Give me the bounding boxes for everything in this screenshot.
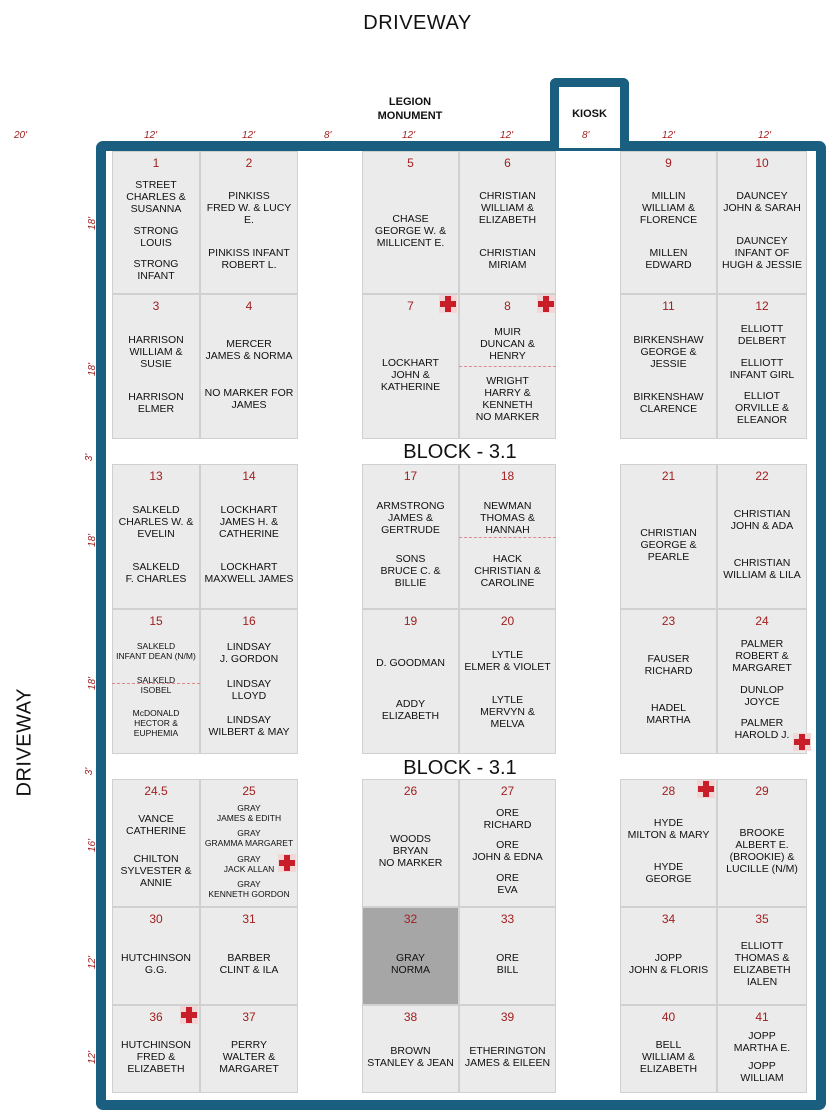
- interment-name: BIRKENSHAW CLARENCE: [633, 391, 704, 415]
- interment-name: GRAY JACK ALLAN: [223, 853, 275, 874]
- plot-number: 23: [661, 614, 676, 628]
- plot-number: 8: [504, 299, 511, 313]
- plot-names: [623, 1024, 714, 1090]
- interment-name: MUIR DUNCAN & HENRY: [480, 326, 535, 362]
- plot-names: [115, 798, 197, 904]
- plot-number: 9: [665, 156, 672, 170]
- plot-names: [623, 926, 714, 1002]
- plot-number: 30: [149, 912, 163, 926]
- plot-names: [203, 926, 295, 1002]
- interment-name: PALMER ROBERT & MARGARET: [732, 637, 792, 674]
- interment-name: ORE BILL: [496, 952, 519, 976]
- plot-number: 24.5: [144, 784, 168, 798]
- interment-name: NEWMAN THOMAS & HANNAH: [480, 500, 535, 536]
- plot-4[interactable]: [200, 294, 298, 439]
- plot-names: [365, 926, 456, 1002]
- plot-names: [720, 1024, 804, 1090]
- plot-31[interactable]: [200, 907, 298, 1005]
- cross-marker-icon: [278, 854, 296, 872]
- interment-name: ORE RICHARD: [483, 806, 532, 831]
- plot-33[interactable]: [459, 907, 556, 1005]
- interment-name: DAUNCEY JOHN & SARAH: [723, 190, 801, 215]
- plot-25[interactable]: [200, 779, 298, 907]
- plot-number: 35: [755, 912, 769, 926]
- plot-names: [365, 170, 456, 291]
- plot-names: [203, 313, 295, 436]
- plot-number: 40: [661, 1010, 676, 1024]
- plot-1[interactable]: [112, 151, 200, 294]
- interment-name: GRAY GRAMMA MARGARET: [204, 828, 294, 849]
- interment-name: SALKELD INFANT DEAN (N/M): [116, 641, 196, 662]
- plot-number: 12: [755, 299, 769, 313]
- interment-name: CHRISTIAN WILLIAM & LILA: [723, 557, 801, 581]
- cross-marker-icon: [180, 1006, 198, 1024]
- interment-name: STRONG LOUIS: [133, 224, 179, 249]
- interment-name: GRAY NORMA: [390, 952, 431, 976]
- plot-16[interactable]: [200, 609, 298, 754]
- interment-name: BELL WILLIAM & ELIZABETH: [639, 1039, 698, 1075]
- dimension-label: 12': [402, 130, 416, 141]
- plot-names: [720, 798, 804, 904]
- plot-names: [623, 628, 714, 751]
- plot-number: 11: [662, 299, 675, 313]
- interment-name: ORE JOHN & EDNA: [472, 839, 543, 863]
- interment-name: CHASE GEORGE W. & MILLICENT E.: [374, 212, 447, 249]
- interment-name: LINDSAY WILBERT & MAY: [208, 714, 290, 739]
- interment-name: HUTCHINSON G.G.: [121, 952, 191, 976]
- interment-name: PALMER HAROLD J.: [734, 717, 790, 742]
- interment-name: SALKELD CHARLES W. & EVELIN: [118, 504, 194, 540]
- plot-number: 4: [245, 299, 253, 313]
- interment-name: JOPP JOHN & FLORIS: [628, 952, 709, 976]
- interment-name: DAUNCEY INFANT OF HUGH & JESSIE: [722, 234, 802, 271]
- interment-name: JOPP MARTHA E.: [733, 1030, 791, 1054]
- dimension-label: 18': [87, 533, 99, 548]
- interment-name: CHRISTIAN MIRIAM: [479, 246, 536, 271]
- plot-number: 29: [755, 784, 769, 798]
- plot-14[interactable]: [200, 464, 298, 609]
- cross-marker-icon: [697, 780, 715, 798]
- plot-3[interactable]: [112, 294, 200, 439]
- interment-name: LYTLE ELMER & VIOLET: [464, 649, 551, 673]
- plot-names: [623, 483, 714, 606]
- interment-name: BROWN STANLEY & JEAN: [367, 1045, 454, 1069]
- plot-names: [365, 1024, 456, 1090]
- plot-names: [462, 1024, 553, 1090]
- plot-number: 37: [242, 1010, 256, 1024]
- plot-26[interactable]: [362, 779, 459, 907]
- plot-11[interactable]: [620, 294, 717, 439]
- plot-names: [203, 483, 295, 606]
- interment-name: STREET CHARLES & SUSANNA: [126, 179, 186, 216]
- plot-names: [720, 483, 804, 606]
- plot-9[interactable]: [620, 151, 717, 294]
- legion-monument-label: LEGION MONUMENT: [377, 96, 443, 122]
- plot-32[interactable]: [362, 907, 459, 1005]
- interment-name: WRIGHT HARRY & KENNETH NO MARKER: [475, 375, 540, 423]
- interment-name: NO MARKER FOR JAMES: [204, 387, 294, 411]
- interment-name: CHRISTIAN GEORGE & PEARLE: [640, 526, 697, 563]
- plot-number: 7: [407, 299, 414, 313]
- plot-29[interactable]: [717, 779, 807, 907]
- interment-name: LOCKHART MAXWELL JAMES: [204, 561, 294, 585]
- dimension-label: 12': [662, 130, 676, 141]
- interment-name: PINKISS INFANT ROBERT L.: [208, 246, 290, 271]
- plot-names: [203, 170, 295, 291]
- plot-divider: [459, 537, 556, 538]
- interment-name: ARMSTRONG JAMES & GERTRUDE: [376, 500, 445, 536]
- plot-names: [115, 926, 197, 1002]
- interment-name: LYTLE MERVYN & MELVA: [480, 694, 535, 730]
- interment-name: SALKELD ISOBEL: [136, 674, 176, 695]
- plot-names: [720, 313, 804, 436]
- interment-name: WOODS BRYAN NO MARKER: [378, 833, 443, 869]
- plot-number: 32: [403, 912, 418, 926]
- plot-names: [203, 628, 295, 751]
- plot-names: [720, 926, 804, 1002]
- dimension-label: 18': [87, 362, 99, 377]
- plot-names: [365, 483, 456, 606]
- plot-names: [462, 313, 553, 436]
- plot-names: [462, 483, 553, 606]
- block-label-lower: BLOCK - 3.1: [403, 757, 517, 779]
- plot-names: [115, 628, 197, 751]
- plot-12[interactable]: [717, 294, 807, 439]
- interment-name: ELLIOT ORVILLE & ELEANOR: [734, 390, 790, 427]
- plot-number: 41: [755, 1010, 769, 1024]
- interment-name: FAUSER RICHARD: [644, 653, 693, 677]
- plot-names: [115, 313, 197, 436]
- interment-name: HACK CHRISTIAN & CAROLINE: [474, 553, 541, 589]
- plot-number: 39: [500, 1010, 515, 1024]
- plot-30[interactable]: [112, 907, 200, 1005]
- interment-name: LINDSAY LLOYD: [226, 677, 272, 702]
- plot-number: 31: [242, 912, 256, 926]
- plot-number: 18: [500, 469, 515, 483]
- cross-marker-icon: [439, 295, 457, 313]
- plot-27[interactable]: [459, 779, 556, 907]
- plot-41[interactable]: [717, 1005, 807, 1093]
- plot-number: 14: [242, 469, 256, 483]
- plot-number: 2: [245, 156, 253, 170]
- plot-number: 33: [500, 912, 515, 926]
- interment-name: STRONG INFANT: [133, 257, 179, 282]
- driveway-top-label: DRIVEWAY: [363, 12, 472, 34]
- plot-number: 25: [242, 784, 256, 798]
- interment-name: HYDE GEORGE: [645, 860, 692, 885]
- plot-28[interactable]: [620, 779, 717, 907]
- plot-names: [365, 628, 456, 751]
- plot-7[interactable]: [362, 294, 459, 439]
- interment-name: JOPP WILLIAM: [740, 1060, 784, 1084]
- plot-number: 26: [403, 784, 418, 798]
- dimension-label: 12': [87, 1050, 99, 1065]
- dimension-label: 8': [324, 130, 332, 141]
- plot-names: [365, 313, 456, 436]
- dimension-label: 20': [14, 130, 28, 141]
- plot-number: 38: [403, 1010, 418, 1024]
- interment-name: CHILTON SYLVESTER & ANNIE: [120, 852, 192, 889]
- plot-17[interactable]: [362, 464, 459, 609]
- interment-name: CHRISTIAN WILLIAM & ELIZABETH: [478, 190, 537, 227]
- plot-number: 16: [242, 614, 256, 628]
- dimension-label: 8': [582, 130, 590, 141]
- plot-13[interactable]: [112, 464, 200, 609]
- plot-number: 28: [661, 784, 676, 798]
- plot-number: 21: [661, 469, 676, 483]
- plot-22[interactable]: [717, 464, 807, 609]
- kiosk-label: KIOSK: [572, 108, 607, 120]
- dimension-label: 12': [87, 955, 99, 970]
- interment-name: DUNLOP JOYCE: [740, 683, 784, 708]
- interment-name: GRAY JAMES & EDITH: [216, 803, 282, 824]
- plot-38[interactable]: [362, 1005, 459, 1093]
- interment-name: D. GOODMAN: [376, 657, 445, 669]
- plot-number: 5: [407, 156, 414, 170]
- plot-number: 19: [403, 614, 418, 628]
- plot-number: 22: [755, 469, 769, 483]
- interment-name: MILLEN EDWARD: [645, 246, 692, 271]
- cross-marker-icon: [537, 295, 555, 313]
- dimension-label: 3': [84, 767, 96, 776]
- plot-number: 27: [500, 784, 515, 798]
- interment-name: SONS BRUCE C. & BILLIE: [380, 553, 441, 589]
- dimension-label: 12': [144, 130, 158, 141]
- plot-names: [623, 170, 714, 291]
- plot-number: 10: [755, 156, 769, 170]
- interment-name: HUTCHINSON FRED & ELIZABETH: [121, 1039, 191, 1075]
- interment-name: ELLIOTT INFANT GIRL: [729, 356, 795, 381]
- plot-15[interactable]: [112, 609, 200, 754]
- interment-name: LINDSAY J. GORDON: [219, 640, 279, 665]
- plot-names: [720, 170, 804, 291]
- driveway-left-label: DRIVEWAY: [13, 688, 36, 797]
- interment-name: LOCKHART JAMES H. & CATHERINE: [219, 504, 279, 540]
- interment-name: CHRISTIAN JOHN & ADA: [730, 508, 794, 532]
- interment-name: HADEL MARTHA: [646, 702, 691, 726]
- plot-names: [462, 170, 553, 291]
- plot-24-5[interactable]: [112, 779, 200, 907]
- interment-name: MILLIN WILLIAM & FLORENCE: [639, 190, 698, 227]
- interment-name: ELLIOTT DELBERT: [737, 322, 787, 347]
- plot-37[interactable]: [200, 1005, 298, 1093]
- interment-name: ELLIOTT THOMAS & ELIZABETH IALEN: [733, 940, 791, 988]
- interment-name: VANCE CATHERINE: [126, 813, 186, 838]
- plot-names: [115, 170, 197, 291]
- interment-name: HARRISON WILLIAM & SUSIE: [128, 334, 184, 370]
- dimension-label: 16': [87, 838, 99, 853]
- dimension-label: 18': [87, 216, 99, 231]
- plot-number: 6: [504, 156, 511, 170]
- interment-name: PERRY WALTER & MARGARET: [219, 1039, 279, 1075]
- plot-20[interactable]: [459, 609, 556, 754]
- interment-name: MERCER JAMES & NORMA: [205, 338, 293, 362]
- plot-number: 24: [755, 614, 769, 628]
- dimension-label: 12': [500, 130, 514, 141]
- plot-number: 13: [149, 469, 163, 483]
- plot-6[interactable]: [459, 151, 556, 294]
- plot-40[interactable]: [620, 1005, 717, 1093]
- plot-names: [115, 483, 197, 606]
- plot-34[interactable]: [620, 907, 717, 1005]
- plot-number: 15: [149, 614, 163, 628]
- interment-name: BARBER CLINT & ILA: [219, 952, 279, 976]
- plot-5[interactable]: [362, 151, 459, 294]
- plot-divider: [112, 683, 200, 684]
- plot-number: 1: [152, 156, 160, 170]
- plot-39[interactable]: [459, 1005, 556, 1093]
- plot-number: 3: [152, 299, 160, 313]
- plot-names: [623, 313, 714, 436]
- interment-name: HARRISON ELMER: [128, 391, 184, 415]
- plot-divider: [459, 366, 556, 367]
- interment-name: BIRKENSHAW GEORGE & JESSIE: [633, 334, 704, 370]
- dimension-label: 18': [87, 676, 99, 691]
- interment-name: ETHERINGTON JAMES & EILEEN: [464, 1045, 551, 1069]
- plot-names: [623, 798, 714, 904]
- interment-name: BROOKE ALBERT E. (BROOKIE) & LUCILLE (N/M): [726, 827, 798, 875]
- plot-names: [462, 628, 553, 751]
- interment-name: McDONALD HECTOR & EUPHEMIA: [132, 707, 180, 738]
- dimension-label: 12': [758, 130, 772, 141]
- interment-name: GRAY KENNETH GORDON: [208, 878, 290, 899]
- plot-number: 20: [500, 614, 515, 628]
- cross-marker-icon: [793, 733, 811, 751]
- plot-10[interactable]: [717, 151, 807, 294]
- plot-number: 17: [403, 469, 418, 483]
- plot-names: [720, 628, 804, 751]
- plot-2[interactable]: [200, 151, 298, 294]
- interment-name: LOCKHART JOHN & KATHERINE: [380, 356, 441, 393]
- plot-names: [462, 798, 553, 904]
- plot-names: [365, 798, 456, 904]
- block-label-upper: BLOCK - 3.1: [403, 441, 517, 463]
- interment-name: PINKISS FRED W. & LUCY E.: [206, 190, 292, 227]
- plot-names: [462, 926, 553, 1002]
- plot-names: [203, 798, 295, 904]
- interment-name: HYDE MILTON & MARY: [627, 817, 710, 842]
- plot-19[interactable]: [362, 609, 459, 754]
- plot-35[interactable]: [717, 907, 807, 1005]
- plot-names: [115, 1024, 197, 1090]
- plot-number: 36: [149, 1010, 163, 1024]
- dimension-label: 12': [242, 130, 256, 141]
- plot-21[interactable]: [620, 464, 717, 609]
- plot-23[interactable]: [620, 609, 717, 754]
- interment-name: SALKELD F. CHARLES: [125, 561, 187, 585]
- plot-number: 34: [661, 912, 676, 926]
- plot-names: [203, 1024, 295, 1090]
- dimension-label: 3': [84, 453, 96, 462]
- interment-name: ORE EVA: [496, 871, 519, 896]
- interment-name: ADDY ELIZABETH: [381, 698, 440, 722]
